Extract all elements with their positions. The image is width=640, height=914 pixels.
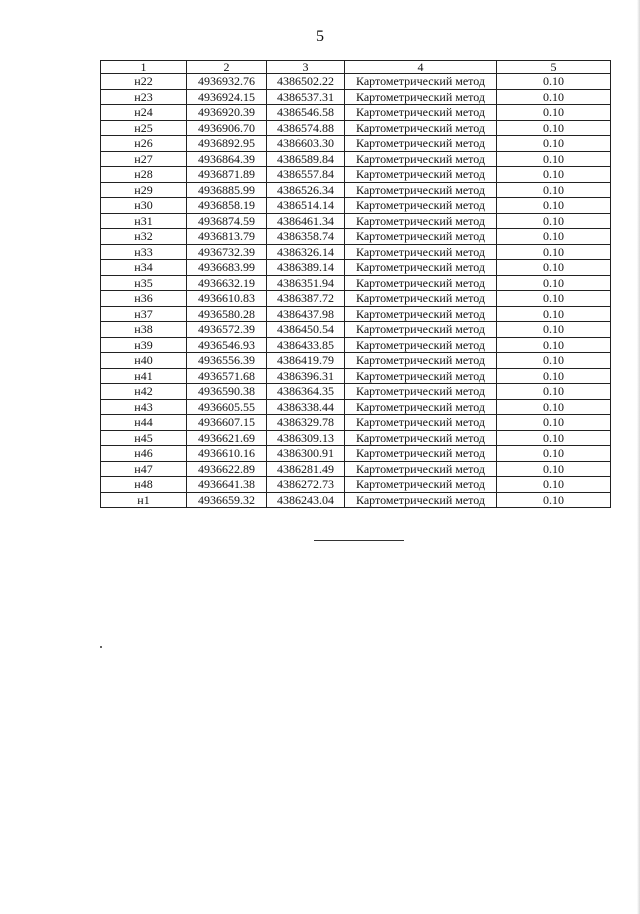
accuracy-cell: 0.10: [497, 74, 611, 90]
header-col-1: 1: [101, 61, 187, 74]
accuracy-cell: 0.10: [497, 136, 611, 152]
method-cell: Картометрический метод: [345, 74, 497, 90]
accuracy-cell: 0.10: [497, 244, 611, 260]
x-coordinate-cell: 4936621.69: [187, 430, 267, 446]
point-id-cell: н47: [101, 461, 187, 477]
point-id-cell: н22: [101, 74, 187, 90]
y-coordinate-cell: 4386281.49: [267, 461, 345, 477]
table-row: [101, 415, 611, 431]
point-id-cell: н26: [101, 136, 187, 152]
table-row: [101, 399, 611, 415]
x-coordinate-cell: 4936632.19: [187, 275, 267, 291]
x-coordinate-cell: 4936864.39: [187, 151, 267, 167]
point-id-cell: н34: [101, 260, 187, 276]
accuracy-cell: 0.10: [497, 322, 611, 338]
accuracy-cell: 0.10: [497, 167, 611, 183]
scan-dot: [100, 646, 102, 648]
point-id-cell: н40: [101, 353, 187, 369]
accuracy-cell: 0.10: [497, 120, 611, 136]
x-coordinate-cell: 4936590.38: [187, 384, 267, 400]
accuracy-cell: 0.10: [497, 415, 611, 431]
table-body: [101, 74, 611, 508]
y-coordinate-cell: 4386419.79: [267, 353, 345, 369]
point-id-cell: н1: [101, 492, 187, 508]
accuracy-cell: 0.10: [497, 306, 611, 322]
y-coordinate-cell: 4386358.74: [267, 229, 345, 245]
y-coordinate-cell: 4386461.34: [267, 213, 345, 229]
y-coordinate-cell: 4386351.94: [267, 275, 345, 291]
y-coordinate-cell: 4386272.73: [267, 477, 345, 493]
point-id-cell: н46: [101, 446, 187, 462]
y-coordinate-cell: 4386589.84: [267, 151, 345, 167]
method-cell: Картометрический метод: [345, 446, 497, 462]
x-coordinate-cell: 4936622.89: [187, 461, 267, 477]
accuracy-cell: 0.10: [497, 446, 611, 462]
y-coordinate-cell: 4386502.22: [267, 74, 345, 90]
table-row: [101, 384, 611, 400]
point-id-cell: н24: [101, 105, 187, 121]
point-id-cell: н28: [101, 167, 187, 183]
x-coordinate-cell: 4936920.39: [187, 105, 267, 121]
accuracy-cell: 0.10: [497, 182, 611, 198]
table-row: [101, 198, 611, 214]
x-coordinate-cell: 4936932.76: [187, 74, 267, 90]
point-id-cell: н43: [101, 399, 187, 415]
table-row: [101, 136, 611, 152]
method-cell: Картометрический метод: [345, 167, 497, 183]
point-id-cell: н25: [101, 120, 187, 136]
x-coordinate-cell: 4936610.16: [187, 446, 267, 462]
table-row: [101, 337, 611, 353]
point-id-cell: н37: [101, 306, 187, 322]
table-row: [101, 105, 611, 121]
accuracy-cell: 0.10: [497, 430, 611, 446]
accuracy-cell: 0.10: [497, 399, 611, 415]
method-cell: Картометрический метод: [345, 384, 497, 400]
accuracy-cell: 0.10: [497, 477, 611, 493]
header-row: [101, 61, 611, 74]
point-id-cell: н41: [101, 368, 187, 384]
y-coordinate-cell: 4386514.14: [267, 198, 345, 214]
accuracy-cell: 0.10: [497, 229, 611, 245]
x-coordinate-cell: 4936610.83: [187, 291, 267, 307]
method-cell: Картометрический метод: [345, 477, 497, 493]
header-col-5: 5: [497, 61, 611, 74]
x-coordinate-cell: 4936885.99: [187, 182, 267, 198]
table-row: [101, 477, 611, 493]
page-number: 5: [316, 28, 324, 45]
x-coordinate-cell: 4936607.15: [187, 415, 267, 431]
accuracy-cell: 0.10: [497, 260, 611, 276]
header-col-2: 2: [187, 61, 267, 74]
point-id-cell: н36: [101, 291, 187, 307]
table-header: [101, 61, 611, 74]
accuracy-cell: 0.10: [497, 353, 611, 369]
method-cell: Картометрический метод: [345, 399, 497, 415]
method-cell: Картометрический метод: [345, 353, 497, 369]
table-row: [101, 322, 611, 338]
accuracy-cell: 0.10: [497, 275, 611, 291]
y-coordinate-cell: 4386574.88: [267, 120, 345, 136]
x-coordinate-cell: 4936659.32: [187, 492, 267, 508]
method-cell: Картометрический метод: [345, 322, 497, 338]
x-coordinate-cell: 4936924.15: [187, 89, 267, 105]
method-cell: Картометрический метод: [345, 198, 497, 214]
y-coordinate-cell: 4386364.35: [267, 384, 345, 400]
table-row: [101, 260, 611, 276]
point-id-cell: н31: [101, 213, 187, 229]
table-row: [101, 151, 611, 167]
method-cell: Картометрический метод: [345, 291, 497, 307]
y-coordinate-cell: 4386300.91: [267, 446, 345, 462]
y-coordinate-cell: 4386338.44: [267, 399, 345, 415]
accuracy-cell: 0.10: [497, 198, 611, 214]
y-coordinate-cell: 4386557.84: [267, 167, 345, 183]
x-coordinate-cell: 4936641.38: [187, 477, 267, 493]
accuracy-cell: 0.10: [497, 105, 611, 121]
x-coordinate-cell: 4936546.93: [187, 337, 267, 353]
point-id-cell: н32: [101, 229, 187, 245]
point-id-cell: н45: [101, 430, 187, 446]
point-id-cell: н33: [101, 244, 187, 260]
method-cell: Картометрический метод: [345, 244, 497, 260]
point-id-cell: н44: [101, 415, 187, 431]
point-id-cell: н35: [101, 275, 187, 291]
table-row: [101, 275, 611, 291]
point-id-cell: н30: [101, 198, 187, 214]
y-coordinate-cell: 4386450.54: [267, 322, 345, 338]
method-cell: Картометрический метод: [345, 275, 497, 291]
accuracy-cell: 0.10: [497, 461, 611, 477]
point-id-cell: н27: [101, 151, 187, 167]
header-col-3: 3: [267, 61, 345, 74]
x-coordinate-cell: 4936580.28: [187, 306, 267, 322]
y-coordinate-cell: 4386396.31: [267, 368, 345, 384]
table-row: [101, 291, 611, 307]
y-coordinate-cell: 4386243.04: [267, 492, 345, 508]
method-cell: Картометрический метод: [345, 229, 497, 245]
table-row: [101, 368, 611, 384]
table-row: [101, 74, 611, 90]
method-cell: Картометрический метод: [345, 430, 497, 446]
method-cell: Картометрический метод: [345, 492, 497, 508]
method-cell: Картометрический метод: [345, 120, 497, 136]
method-cell: Картометрический метод: [345, 306, 497, 322]
method-cell: Картометрический метод: [345, 136, 497, 152]
method-cell: Картометрический метод: [345, 461, 497, 477]
x-coordinate-cell: 4936813.79: [187, 229, 267, 245]
x-coordinate-cell: 4936732.39: [187, 244, 267, 260]
point-id-cell: н42: [101, 384, 187, 400]
table-row: [101, 167, 611, 183]
x-coordinate-cell: 4936556.39: [187, 353, 267, 369]
method-cell: Картометрический метод: [345, 368, 497, 384]
x-coordinate-cell: 4936605.55: [187, 399, 267, 415]
method-cell: Картометрический метод: [345, 89, 497, 105]
point-id-cell: н38: [101, 322, 187, 338]
table-row: [101, 120, 611, 136]
table-row: [101, 244, 611, 260]
point-id-cell: н48: [101, 477, 187, 493]
separator-line: [314, 540, 404, 541]
x-coordinate-cell: 4936871.89: [187, 167, 267, 183]
x-coordinate-cell: 4936892.95: [187, 136, 267, 152]
accuracy-cell: 0.10: [497, 368, 611, 384]
x-coordinate-cell: 4936683.99: [187, 260, 267, 276]
y-coordinate-cell: 4386387.72: [267, 291, 345, 307]
accuracy-cell: 0.10: [497, 291, 611, 307]
accuracy-cell: 0.10: [497, 337, 611, 353]
accuracy-cell: 0.10: [497, 213, 611, 229]
x-coordinate-cell: 4936874.59: [187, 213, 267, 229]
y-coordinate-cell: 4386526.34: [267, 182, 345, 198]
method-cell: Картометрический метод: [345, 182, 497, 198]
table-row: [101, 213, 611, 229]
y-coordinate-cell: 4386326.14: [267, 244, 345, 260]
table-row: [101, 461, 611, 477]
table-row: [101, 446, 611, 462]
table-row: [101, 229, 611, 245]
method-cell: Картометрический метод: [345, 151, 497, 167]
y-coordinate-cell: 4386603.30: [267, 136, 345, 152]
header-col-4: 4: [345, 61, 497, 74]
method-cell: Картометрический метод: [345, 337, 497, 353]
y-coordinate-cell: 4386546.58: [267, 105, 345, 121]
table-row: [101, 430, 611, 446]
y-coordinate-cell: 4386329.78: [267, 415, 345, 431]
x-coordinate-cell: 4936858.19: [187, 198, 267, 214]
x-coordinate-cell: 4936572.39: [187, 322, 267, 338]
y-coordinate-cell: 4386433.85: [267, 337, 345, 353]
accuracy-cell: 0.10: [497, 492, 611, 508]
method-cell: Картометрический метод: [345, 415, 497, 431]
y-coordinate-cell: 4386309.13: [267, 430, 345, 446]
accuracy-cell: 0.10: [497, 384, 611, 400]
table-row: [101, 353, 611, 369]
x-coordinate-cell: 4936571.68: [187, 368, 267, 384]
table-row: [101, 492, 611, 508]
method-cell: Картометрический метод: [345, 105, 497, 121]
y-coordinate-cell: 4386537.31: [267, 89, 345, 105]
y-coordinate-cell: 4386437.98: [267, 306, 345, 322]
method-cell: Картометрический метод: [345, 213, 497, 229]
accuracy-cell: 0.10: [497, 151, 611, 167]
point-id-cell: н23: [101, 89, 187, 105]
point-id-cell: н39: [101, 337, 187, 353]
table-row: [101, 306, 611, 322]
table-row: [101, 182, 611, 198]
point-id-cell: н29: [101, 182, 187, 198]
table-row: [101, 89, 611, 105]
y-coordinate-cell: 4386389.14: [267, 260, 345, 276]
method-cell: Картометрический метод: [345, 260, 497, 276]
accuracy-cell: 0.10: [497, 89, 611, 105]
x-coordinate-cell: 4936906.70: [187, 120, 267, 136]
coordinates-table: [100, 60, 611, 508]
